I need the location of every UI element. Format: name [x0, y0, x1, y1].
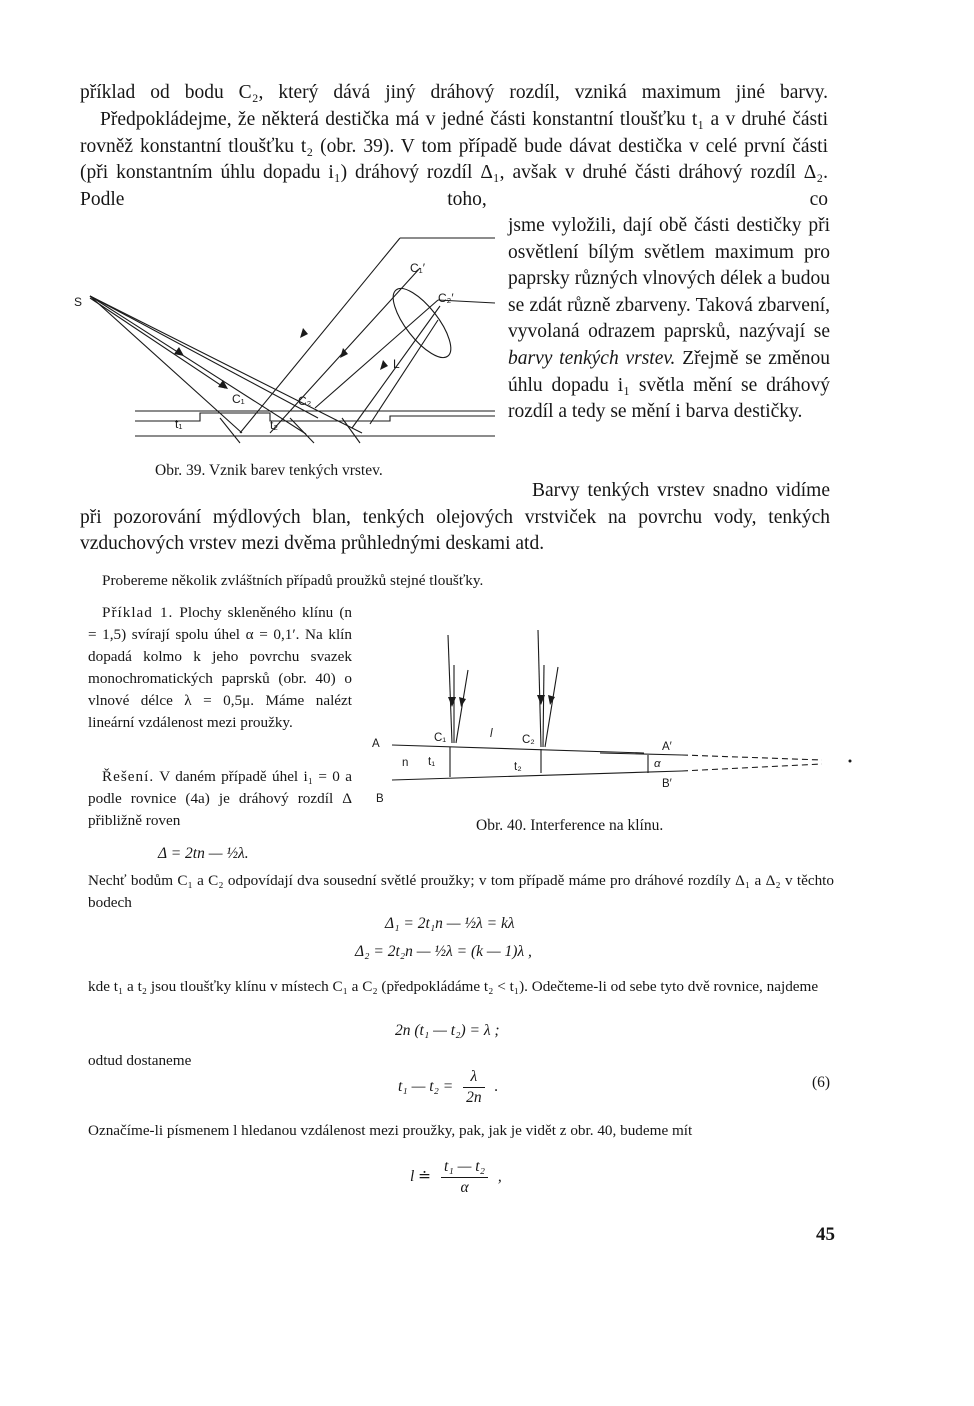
fig39-label-s: S — [74, 295, 83, 309]
fig40-label-c1: C₁ — [434, 732, 447, 744]
fig40-label-n: n — [402, 757, 409, 769]
fig40-label-l: l — [490, 728, 493, 740]
term-thin-film-colors: barvy tenkých vrstev. — [508, 347, 676, 369]
equation-2: Δ₂ = 2t₂n — ½λ = (k — 1)λ , — [355, 943, 532, 960]
example-label: Příklad 1. — [102, 604, 174, 621]
paragraph-8: Označíme-li písmenem l hledanou vzdálenost mezi proužky, pak, jak je vidět z obr. 40, budeme mít — [88, 1122, 693, 1139]
fig39-label-c2: C₂ — [298, 394, 312, 408]
fig39-refract-2 — [290, 418, 314, 443]
fig40-label-a: A — [372, 738, 380, 750]
fig39-reflect-5 — [370, 320, 438, 424]
equation-5 — [410, 1157, 502, 1198]
fig40-label-bp: B′ — [662, 778, 672, 790]
equation-4-tail: . — [494, 1078, 499, 1096]
solution-label: Řešení. — [102, 768, 155, 785]
solution — [88, 766, 352, 832]
equation-4-denominator: 2n — [466, 1089, 482, 1106]
paragraph-1: příklad od bodu C₂, který dává jiný dráhový rozdíl, vzniká maximum jiné barvy. — [80, 82, 828, 103]
paragraph-2: Předpokládejme, že některá destička má v jedné části konstantní tloušťku t₁ a v druhé části rovněž konstantní tloušťku t₂ (obr. 39). V tom případě bude dávat destička v celé první části (při konstantním úhlu dopadu i₁) dráhový rozdíl Δ₁, avšak v druhé části dráhový rozdíl Δ₂. Podle toho, co — [80, 109, 828, 210]
fig40-arrow-4 — [548, 695, 555, 705]
paragraph-7: odtud dostaneme — [88, 1052, 192, 1069]
equation-5-numerator: t₁ — t₂ — [441, 1157, 488, 1178]
fig39-arrow-3 — [300, 328, 308, 338]
equation-5-tail: , — [497, 1168, 502, 1186]
paragraph-6: kde t₁ a t₂ jsou tloušťky klínu v místech C₁ a C₂ (předpokládáme t₂ < t₁). Odečteme-li od sebe tyto dvě rovnice, najdeme — [88, 978, 819, 995]
fig39-ray-5 — [90, 298, 225, 388]
fig40-label-alpha: α — [654, 758, 661, 770]
equation-3: 2n (t₁ — t₂) = λ ; — [395, 1022, 500, 1039]
fig40-ray-r2 — [543, 665, 544, 747]
figure-39 — [70, 228, 500, 450]
equation-5-lhs: l ≐ — [410, 1168, 432, 1186]
fig39-label-c1: C₁ — [232, 392, 245, 406]
paragraph-4: Probereme několik zvláštních případů proužků stejné tloušťky. — [102, 572, 484, 589]
equation-5-fraction — [441, 1157, 488, 1198]
example-text: Plochy skleněného klínu (n = 1,5) svírají spolu úhel α = 0,1′. Na klín dopadá kolmo k jeho povrchu svazek monochromatických paprsků (obr. 40) o vlnové délce λ = 0,5μ. Máme nalézt lineární vzdálenost mezi proužky. — [88, 604, 353, 731]
page-number: 45 — [816, 1224, 835, 1245]
fig39-label-l: L — [393, 357, 400, 371]
fig39-label-c1p: C₁′ — [410, 261, 425, 275]
fig39-label-t1: t₁ — [175, 417, 183, 431]
fig40-extension-top — [682, 755, 822, 760]
fig39-ray-2 — [90, 296, 306, 434]
fig40-wedge-bottom — [392, 771, 682, 780]
fig40-wedge-top-1 — [392, 745, 644, 753]
paragraph-2-side — [508, 213, 830, 426]
fig40-label-ap: A′ — [662, 741, 672, 753]
equation-4-number: (6) — [812, 1074, 831, 1091]
equation-4 — [398, 1067, 498, 1108]
paragraph-5: Nechť bodům C₁ a C₂ odpovídají dva sousední světlé proužky; v tom případě máme pro dráhové rozdíly Δ₁ a Δ₂ v těchto bodech — [88, 872, 834, 911]
fig39-arrow-4 — [340, 348, 348, 358]
figure-39-caption: Obr. 39. Vznik barev tenkých vrstev. — [155, 462, 383, 479]
fig40-label-t1: t₁ — [428, 756, 436, 768]
equation-5-denominator: α — [460, 1179, 469, 1196]
equation-4-numerator: λ — [463, 1067, 485, 1088]
fig39-ray-3 — [90, 296, 318, 418]
solution-text: V daném případě úhel i₁ = 0 a podle rovnice (4a) je dráhový rozdíl Δ přibližně roven — [88, 768, 352, 829]
fig40-label-t2: t₂ — [514, 761, 522, 773]
equation-4-fraction — [463, 1067, 485, 1108]
paragraph-2-side-a: jsme vyložili, dají obě části destičky při osvětlení bílým světlem maximum pro paprsky různých vlnových délek a budou se zdát různě zbarveny. Taková zbarvení, vyvolaná odrazem paprsků, nazývají se — [508, 215, 830, 343]
equation-1: Δ₁ = 2t₁n — ½λ = kλ — [385, 915, 515, 932]
figure-40-caption: Obr. 40. Interference na klínu. — [476, 817, 664, 834]
paragraph-3: Barvy tenkých vrstev snadno vidíme při pozorování mýdlových blan, tenkých olejových vrstviček na povrchu vody, tenkých vzduchových vrstev mezi dvěma průhlednými deskami atd. — [80, 480, 830, 555]
fig40-ray-r3 — [545, 667, 558, 747]
fig39-label-c2p: C₂′ — [438, 291, 454, 305]
fig40-ray-r1 — [538, 630, 541, 747]
paragraph-2-side-b: Zřejmě se změnou úhlu dopadu i₁ světla mění se dráhový rozdíl a tedy se mění i barva destičky. — [508, 347, 830, 423]
fig40-arrow-1 — [448, 697, 456, 707]
fig39-label-t2: t₂ — [270, 418, 278, 432]
fig39-arrow-5 — [380, 360, 388, 370]
fig40-ray-l3 — [456, 670, 468, 743]
fig40-ray-l1 — [448, 635, 452, 743]
figure-40 — [362, 625, 862, 805]
equation-4-lhs: t₁ — t₂ = — [398, 1078, 454, 1096]
fig40-extension-bottom — [682, 764, 822, 771]
fig40-dot — [849, 760, 852, 763]
equation-delta: Δ = 2tn — ½λ. — [158, 845, 249, 862]
example-1 — [88, 602, 352, 734]
fig40-label-c2: C₂ — [522, 734, 535, 746]
fig40-label-b: B — [376, 793, 384, 805]
